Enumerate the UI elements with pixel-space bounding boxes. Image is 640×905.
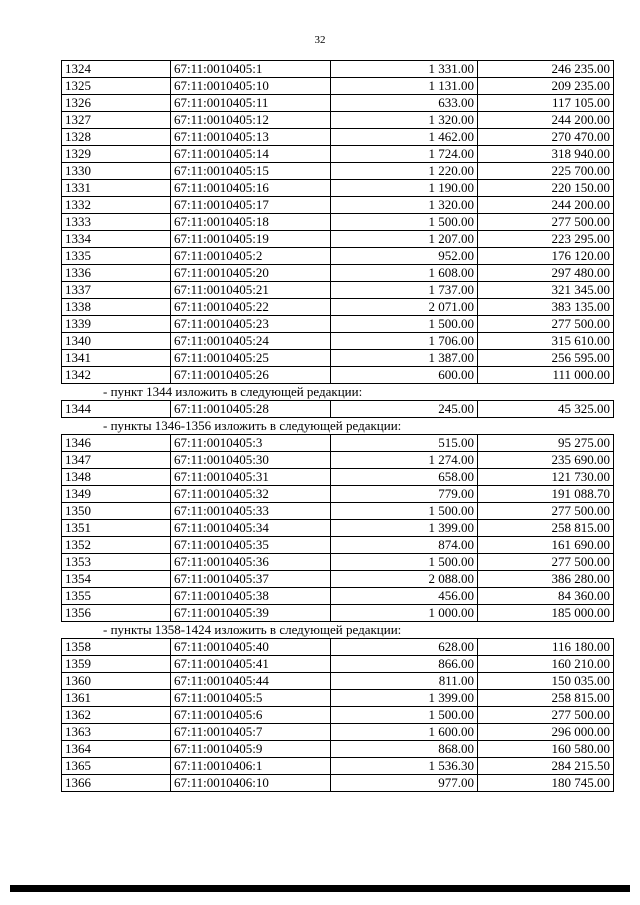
area-cell: 1 220.00: [331, 163, 478, 180]
area-cell: 1 608.00: [331, 265, 478, 282]
area-cell: 2 071.00: [331, 299, 478, 316]
cadastral-number-cell: 67:11:0010405:41: [171, 656, 331, 673]
cadastral-number-cell: 67:11:0010405:21: [171, 282, 331, 299]
area-cell: 1 399.00: [331, 520, 478, 537]
value-cell: 160 210.00: [478, 656, 614, 673]
row-number-cell: 1328: [62, 129, 171, 146]
table-row: [62, 724, 614, 741]
table-row: [62, 265, 614, 282]
value-cell: 180 745.00: [478, 775, 614, 792]
value-cell: 244 200.00: [478, 112, 614, 129]
area-cell: 628.00: [331, 639, 478, 656]
area-cell: 1 320.00: [331, 112, 478, 129]
value-cell: 244 200.00: [478, 197, 614, 214]
table-row: [62, 299, 614, 316]
area-cell: 1 387.00: [331, 350, 478, 367]
cadastral-number-cell: 67:11:0010405:16: [171, 180, 331, 197]
area-cell: 1 500.00: [331, 214, 478, 231]
amendment-note: - пункты 1358-1424 изложить в следующей редакции:: [103, 622, 402, 637]
cadastral-number-cell: 67:11:0010405:36: [171, 554, 331, 571]
row-number-cell: 1325: [62, 78, 171, 95]
land-plot-table: [61, 60, 614, 384]
value-cell: 161 690.00: [478, 537, 614, 554]
cadastral-number-cell: 67:11:0010405:32: [171, 486, 331, 503]
value-cell: 121 730.00: [478, 469, 614, 486]
table-row: [62, 61, 614, 78]
value-cell: 116 180.00: [478, 639, 614, 656]
area-cell: 1 462.00: [331, 129, 478, 146]
table-row: [62, 435, 614, 452]
cadastral-number-cell: 67:11:0010405:19: [171, 231, 331, 248]
table-row: [62, 486, 614, 503]
row-number-cell: 1364: [62, 741, 171, 758]
value-cell: 84 360.00: [478, 588, 614, 605]
value-cell: 297 480.00: [478, 265, 614, 282]
row-number-cell: 1332: [62, 197, 171, 214]
row-number-cell: 1340: [62, 333, 171, 350]
row-number-cell: 1338: [62, 299, 171, 316]
cadastral-number-cell: 67:11:0010405:18: [171, 214, 331, 231]
value-cell: 277 500.00: [478, 503, 614, 520]
cadastral-number-cell: 67:11:0010405:15: [171, 163, 331, 180]
cadastral-number-cell: 67:11:0010405:13: [171, 129, 331, 146]
document-body: [61, 60, 613, 792]
cadastral-number-cell: 67:11:0010405:34: [171, 520, 331, 537]
cadastral-number-cell: 67:11:0010405:1: [171, 61, 331, 78]
table-row: [62, 605, 614, 622]
value-cell: 176 120.00: [478, 248, 614, 265]
area-cell: 1 399.00: [331, 690, 478, 707]
row-number-cell: 1349: [62, 486, 171, 503]
row-number-cell: 1341: [62, 350, 171, 367]
row-number-cell: 1339: [62, 316, 171, 333]
row-number-cell: 1326: [62, 95, 171, 112]
area-cell: 1 000.00: [331, 605, 478, 622]
area-cell: 658.00: [331, 469, 478, 486]
value-cell: 117 105.00: [478, 95, 614, 112]
area-cell: 1 536.30: [331, 758, 478, 775]
table-row: [62, 350, 614, 367]
row-number-cell: 1329: [62, 146, 171, 163]
table-row: [62, 214, 614, 231]
area-cell: 245.00: [331, 401, 478, 418]
table-row: [62, 741, 614, 758]
cadastral-number-cell: 67:11:0010405:25: [171, 350, 331, 367]
area-cell: 633.00: [331, 95, 478, 112]
value-cell: 246 235.00: [478, 61, 614, 78]
area-cell: 1 500.00: [331, 316, 478, 333]
cadastral-number-cell: 67:11:0010405:22: [171, 299, 331, 316]
row-number-cell: 1344: [62, 401, 171, 418]
area-cell: 1 500.00: [331, 707, 478, 724]
cadastral-number-cell: 67:11:0010405:28: [171, 401, 331, 418]
value-cell: 225 700.00: [478, 163, 614, 180]
row-number-cell: 1362: [62, 707, 171, 724]
area-cell: 1 207.00: [331, 231, 478, 248]
area-cell: 874.00: [331, 537, 478, 554]
value-cell: 296 000.00: [478, 724, 614, 741]
cadastral-number-cell: 67:11:0010405:35: [171, 537, 331, 554]
row-number-cell: 1347: [62, 452, 171, 469]
cadastral-number-cell: 67:11:0010405:33: [171, 503, 331, 520]
cadastral-number-cell: 67:11:0010405:2: [171, 248, 331, 265]
table-row: [62, 112, 614, 129]
table-row: [62, 588, 614, 605]
value-cell: 150 035.00: [478, 673, 614, 690]
table-row: [62, 78, 614, 95]
table-row: [62, 537, 614, 554]
table-row: [62, 197, 614, 214]
table-row: [62, 333, 614, 350]
area-cell: 1 131.00: [331, 78, 478, 95]
value-cell: 256 595.00: [478, 350, 614, 367]
table-row: [62, 554, 614, 571]
value-cell: 235 690.00: [478, 452, 614, 469]
value-cell: 270 470.00: [478, 129, 614, 146]
cadastral-number-cell: 67:11:0010405:30: [171, 452, 331, 469]
cadastral-number-cell: 67:11:0010405:14: [171, 146, 331, 163]
value-cell: 277 500.00: [478, 554, 614, 571]
table-row: [62, 163, 614, 180]
table-row: [62, 520, 614, 537]
bottom-rule: [10, 885, 630, 892]
value-cell: 160 580.00: [478, 741, 614, 758]
area-cell: 1 600.00: [331, 724, 478, 741]
row-number-cell: 1365: [62, 758, 171, 775]
row-number-cell: 1324: [62, 61, 171, 78]
table-row: [62, 775, 614, 792]
row-number-cell: 1361: [62, 690, 171, 707]
row-number-cell: 1354: [62, 571, 171, 588]
cadastral-number-cell: 67:11:0010405:39: [171, 605, 331, 622]
cadastral-number-cell: 67:11:0010405:11: [171, 95, 331, 112]
cadastral-number-cell: 67:11:0010405:3: [171, 435, 331, 452]
area-cell: 811.00: [331, 673, 478, 690]
area-cell: 1 724.00: [331, 146, 478, 163]
row-number-cell: 1330: [62, 163, 171, 180]
cadastral-number-cell: 67:11:0010405:40: [171, 639, 331, 656]
cadastral-number-cell: 67:11:0010405:44: [171, 673, 331, 690]
table-row: [62, 401, 614, 418]
row-number-cell: 1348: [62, 469, 171, 486]
row-number-cell: 1358: [62, 639, 171, 656]
land-plot-table: [61, 400, 614, 418]
area-cell: 2 088.00: [331, 571, 478, 588]
table-row: [62, 707, 614, 724]
area-cell: 456.00: [331, 588, 478, 605]
row-number-cell: 1366: [62, 775, 171, 792]
table-row: [62, 452, 614, 469]
row-number-cell: 1331: [62, 180, 171, 197]
row-number-cell: 1355: [62, 588, 171, 605]
cadastral-number-cell: 67:11:0010405:38: [171, 588, 331, 605]
table-row: [62, 248, 614, 265]
table-row: [62, 571, 614, 588]
cadastral-number-cell: 67:11:0010405:17: [171, 197, 331, 214]
table-row: [62, 469, 614, 486]
row-number-cell: 1352: [62, 537, 171, 554]
cadastral-number-cell: 67:11:0010405:10: [171, 78, 331, 95]
area-cell: 1 500.00: [331, 503, 478, 520]
value-cell: 315 610.00: [478, 333, 614, 350]
area-cell: 1 706.00: [331, 333, 478, 350]
value-cell: 45 325.00: [478, 401, 614, 418]
value-cell: 95 275.00: [478, 435, 614, 452]
value-cell: 185 000.00: [478, 605, 614, 622]
value-cell: 284 215.50: [478, 758, 614, 775]
amendment-note: - пункты 1346-1356 изложить в следующей редакции:: [103, 418, 402, 433]
table-row: [62, 367, 614, 384]
table-row: [62, 95, 614, 112]
row-number-cell: 1333: [62, 214, 171, 231]
row-number-cell: 1342: [62, 367, 171, 384]
area-cell: 868.00: [331, 741, 478, 758]
table-row: [62, 316, 614, 333]
cadastral-number-cell: 67:11:0010405:24: [171, 333, 331, 350]
table-row: [62, 673, 614, 690]
value-cell: 258 815.00: [478, 690, 614, 707]
table-row: [62, 146, 614, 163]
value-cell: 321 345.00: [478, 282, 614, 299]
table-row: [62, 282, 614, 299]
row-number-cell: 1360: [62, 673, 171, 690]
area-cell: 1 500.00: [331, 554, 478, 571]
cadastral-number-cell: 67:11:0010405:26: [171, 367, 331, 384]
cadastral-number-cell: 67:11:0010405:7: [171, 724, 331, 741]
value-cell: 258 815.00: [478, 520, 614, 537]
table-row: [62, 656, 614, 673]
row-number-cell: 1350: [62, 503, 171, 520]
cadastral-number-cell: 67:11:0010405:23: [171, 316, 331, 333]
row-number-cell: 1337: [62, 282, 171, 299]
area-cell: 1 331.00: [331, 61, 478, 78]
table-row: [62, 639, 614, 656]
land-plot-table: [61, 638, 614, 792]
row-number-cell: 1363: [62, 724, 171, 741]
value-cell: 223 295.00: [478, 231, 614, 248]
row-number-cell: 1346: [62, 435, 171, 452]
area-cell: 977.00: [331, 775, 478, 792]
area-cell: 952.00: [331, 248, 478, 265]
row-number-cell: 1327: [62, 112, 171, 129]
value-cell: 277 500.00: [478, 707, 614, 724]
value-cell: 318 940.00: [478, 146, 614, 163]
area-cell: 1 190.00: [331, 180, 478, 197]
row-number-cell: 1336: [62, 265, 171, 282]
value-cell: 220 150.00: [478, 180, 614, 197]
land-plot-table: [61, 434, 614, 622]
cadastral-number-cell: 67:11:0010405:5: [171, 690, 331, 707]
value-cell: 111 000.00: [478, 367, 614, 384]
area-cell: 1 737.00: [331, 282, 478, 299]
amendment-note: - пункт 1344 изложить в следующей редакции:: [103, 384, 363, 399]
cadastral-number-cell: 67:11:0010406:10: [171, 775, 331, 792]
value-cell: 277 500.00: [478, 214, 614, 231]
table-row: [62, 180, 614, 197]
cadastral-number-cell: 67:11:0010405:37: [171, 571, 331, 588]
row-number-cell: 1335: [62, 248, 171, 265]
cadastral-number-cell: 67:11:0010406:1: [171, 758, 331, 775]
cadastral-number-cell: 67:11:0010405:20: [171, 265, 331, 282]
row-number-cell: 1359: [62, 656, 171, 673]
value-cell: 209 235.00: [478, 78, 614, 95]
table-row: [62, 231, 614, 248]
cadastral-number-cell: 67:11:0010405:12: [171, 112, 331, 129]
page-number: 32: [314, 34, 326, 46]
area-cell: 1 274.00: [331, 452, 478, 469]
cadastral-number-cell: 67:11:0010405:31: [171, 469, 331, 486]
value-cell: 191 088.70: [478, 486, 614, 503]
row-number-cell: 1334: [62, 231, 171, 248]
value-cell: 277 500.00: [478, 316, 614, 333]
table-row: [62, 690, 614, 707]
table-row: [62, 503, 614, 520]
area-cell: 866.00: [331, 656, 478, 673]
table-row: [62, 758, 614, 775]
cadastral-number-cell: 67:11:0010405:6: [171, 707, 331, 724]
row-number-cell: 1353: [62, 554, 171, 571]
value-cell: 383 135.00: [478, 299, 614, 316]
table-row: [62, 129, 614, 146]
row-number-cell: 1351: [62, 520, 171, 537]
value-cell: 386 280.00: [478, 571, 614, 588]
cadastral-number-cell: 67:11:0010405:9: [171, 741, 331, 758]
row-number-cell: 1356: [62, 605, 171, 622]
area-cell: 1 320.00: [331, 197, 478, 214]
area-cell: 515.00: [331, 435, 478, 452]
area-cell: 600.00: [331, 367, 478, 384]
area-cell: 779.00: [331, 486, 478, 503]
